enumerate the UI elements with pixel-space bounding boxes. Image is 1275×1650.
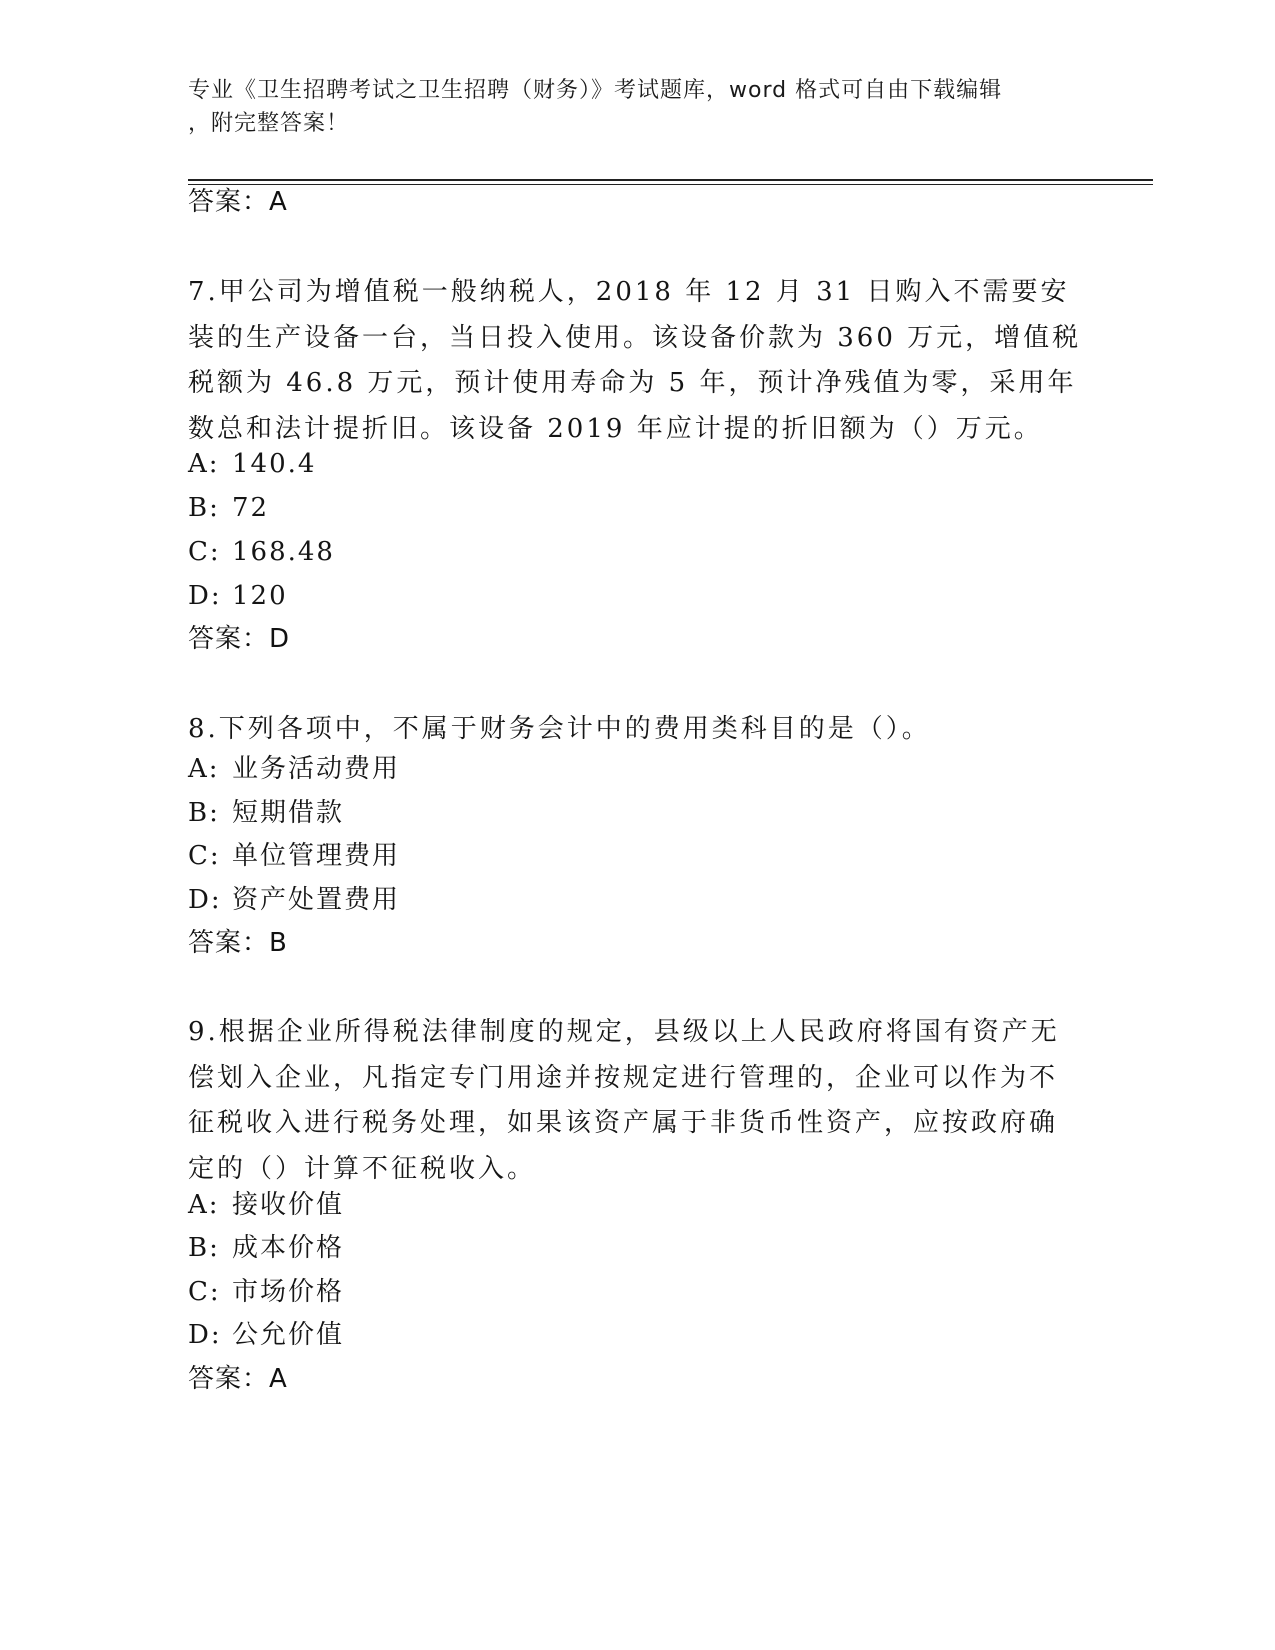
question-9-text: 9.根据企业所得税法律制度的规定，县级以上人民政府将国有资产无偿划入企业，凡指定专门用途并按规定进行管理的，企业可以作为不征税收入进行税务处理，如果该资产属于非货币性资产，应按政府确定的（）计算不征税收入。 xyxy=(188,1017,1060,1184)
option-letter: A: xyxy=(188,754,220,784)
question-8-option-a xyxy=(188,752,400,786)
option-letter: B: xyxy=(188,493,220,523)
option-letter: C: xyxy=(188,1277,221,1307)
option-text: 接收价值 xyxy=(232,1190,345,1220)
option-letter: A: xyxy=(188,449,220,479)
question-7-option-b xyxy=(188,491,269,525)
option-text: 168.48 xyxy=(232,537,335,567)
question-8-text: 8.下列各项中，不属于财务会计中的费用类科目的是（）。 xyxy=(188,714,931,744)
option-text: 72 xyxy=(232,493,270,523)
question-7-option-c xyxy=(188,535,335,569)
question-9-option-b xyxy=(188,1231,344,1265)
header-line-2: ，附完整答案！ xyxy=(188,111,350,136)
option-text: 业务活动费用 xyxy=(232,754,401,784)
question-7-option-d xyxy=(188,579,288,613)
question-9-option-a xyxy=(188,1188,344,1222)
option-letter: B: xyxy=(188,798,220,828)
question-7-answer: 答案：D xyxy=(188,624,291,654)
question-8-answer: 答案：B xyxy=(188,928,288,958)
header-divider-thick xyxy=(188,179,1153,181)
header-divider-thin xyxy=(188,184,1153,185)
option-letter: D: xyxy=(188,1320,222,1350)
option-letter: C: xyxy=(188,537,221,567)
question-8-option-c xyxy=(188,839,400,873)
option-text: 120 xyxy=(232,581,288,611)
option-text: 市场价格 xyxy=(232,1277,345,1307)
previous-answer: 答案：A xyxy=(188,187,288,217)
option-text: 资产处置费用 xyxy=(232,885,401,915)
option-letter: B: xyxy=(188,1233,220,1263)
question-9-option-d xyxy=(188,1318,344,1352)
document-header xyxy=(188,74,1078,140)
header-line-1: 专业《卫生招聘考试之卫生招聘（财务）》考试题库，word 格式可自由下载编辑 xyxy=(188,78,1003,103)
option-text: 短期借款 xyxy=(232,798,345,828)
question-9-option-c xyxy=(188,1275,344,1309)
option-text: 成本价格 xyxy=(232,1233,345,1263)
question-9-answer: 答案：A xyxy=(188,1364,288,1394)
question-8-option-d xyxy=(188,883,400,917)
option-letter: A: xyxy=(188,1190,220,1220)
question-8-option-b xyxy=(188,796,344,830)
question-7-text: 7.甲公司为增值税一般纳税人，2018 年 12 月 31 日购入不需要安装的生产设备一台，当日投入使用。该设备价款为 360 万元，增值税税额为 46.8 万元，预计使用寿命为 5 年，预计净残值为零，采用年数总和法计提折旧。该设备 2019 年应计提的折旧额为（）万元。 xyxy=(188,277,1082,444)
option-letter: D: xyxy=(188,885,222,915)
option-letter: D: xyxy=(188,581,222,611)
option-text: 公允价值 xyxy=(232,1320,345,1350)
option-letter: C: xyxy=(188,841,221,871)
option-text: 单位管理费用 xyxy=(232,841,401,871)
option-text: 140.4 xyxy=(232,449,317,479)
question-7-option-a xyxy=(188,447,316,481)
